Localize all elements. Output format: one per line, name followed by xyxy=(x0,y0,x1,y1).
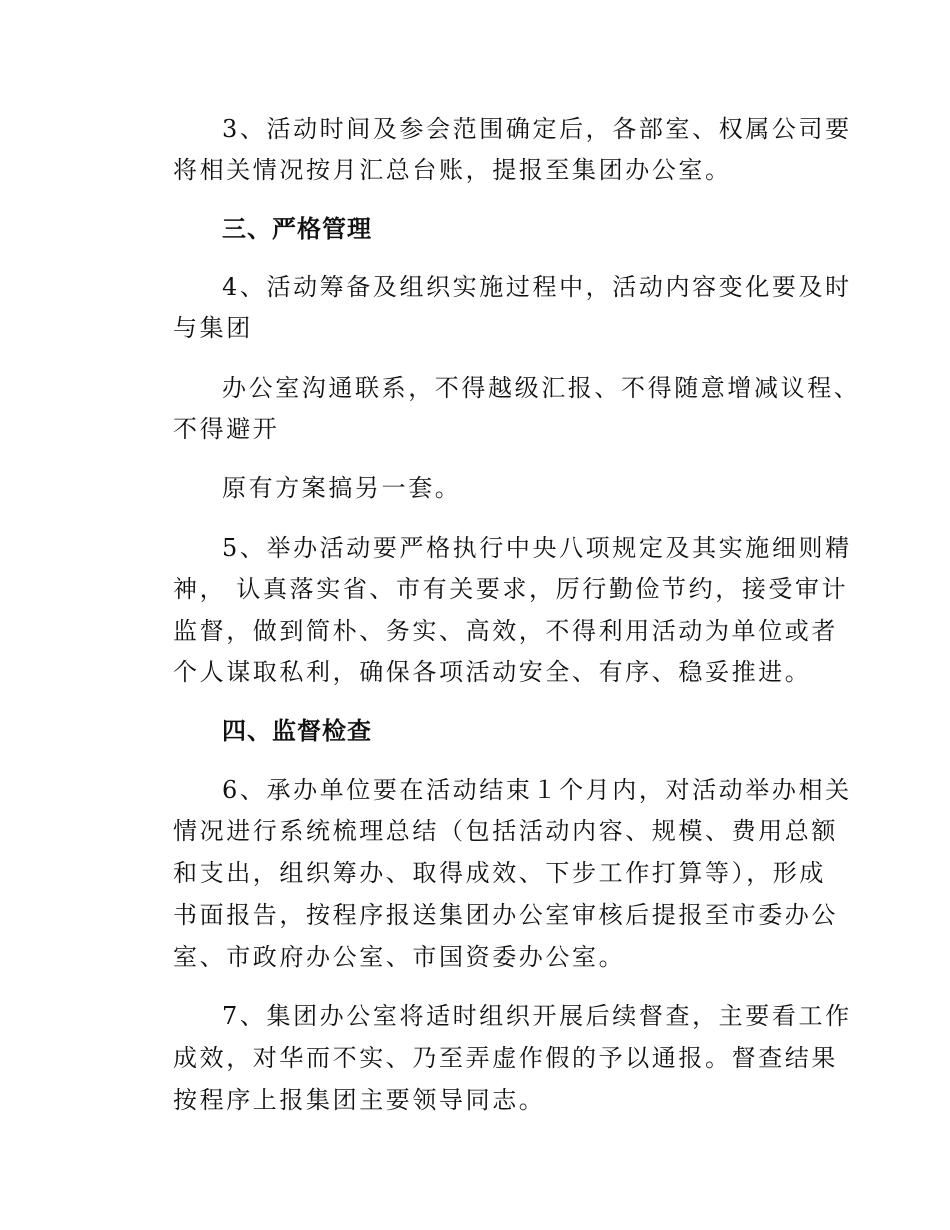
paragraph-4-line-1: 4、活动筹备及组织实施过程中，活动内容变化要及时 xyxy=(222,273,852,301)
paragraph-7-line-1: 7、集团办公室将适时组织开展后续督查，主要看工作 xyxy=(222,1002,852,1030)
paragraph-7-line-3: 按程序上报集团主要领导同志。 xyxy=(173,1086,546,1114)
paragraph-5-line-3: 监督，做到简朴、务实、高效，不得利用活动为单位或者 xyxy=(173,617,838,645)
paragraph-5-line-1: 5、举办活动要严格执行中央八项规定及其实施细则精 xyxy=(222,534,852,562)
paragraph-4-line-2: 与集团 xyxy=(173,314,253,342)
paragraph-5-line-2: 神， 认真落实省、市有关要求，厉行勤俭节约，接受审计 xyxy=(173,575,849,603)
paragraph-4-line-3: 办公室沟通联系，不得越级汇报、不得随意增减议程、 xyxy=(222,374,861,402)
section-heading-strict-management: 三、严格管理 xyxy=(222,215,372,243)
paragraph-4-line-4: 不得避开 xyxy=(173,415,280,443)
paragraph-5-line-4: 个人谋取私利，确保各项活动安全、有序、稳妥推进。 xyxy=(173,658,812,686)
paragraph-6-line-2: 情况进行系统梳理总结（包括活动内容、规模、费用总额 xyxy=(173,817,838,845)
paragraph-6-line-5: 室、市政府办公室、市国资委办公室。 xyxy=(173,943,626,971)
paragraph-4-line-5: 原有方案搞另一套。 xyxy=(222,474,462,502)
paragraph-3-line-1: 3、活动时间及参会范围确定后，各部室、权属公司要 xyxy=(222,115,852,143)
paragraph-6-line-1: 6、承办单位要在活动结束１个月内，对活动举办相关 xyxy=(222,776,852,804)
paragraph-6-line-3: 和支出，组织筹办、取得成效、下步工作打算等），形成 xyxy=(173,859,826,887)
paragraph-3-line-2: 将相关情况按月汇总台账，提报至集团办公室。 xyxy=(173,156,732,184)
paragraph-7-line-2: 成效，对华而不实、乃至弄虚作假的予以通报。督查结果 xyxy=(173,1044,838,1072)
section-heading-supervision-inspection: 四、监督检查 xyxy=(222,717,372,745)
paragraph-6-line-4: 书面报告，按程序报送集团办公室审核后提报至市委办公 xyxy=(173,901,838,929)
